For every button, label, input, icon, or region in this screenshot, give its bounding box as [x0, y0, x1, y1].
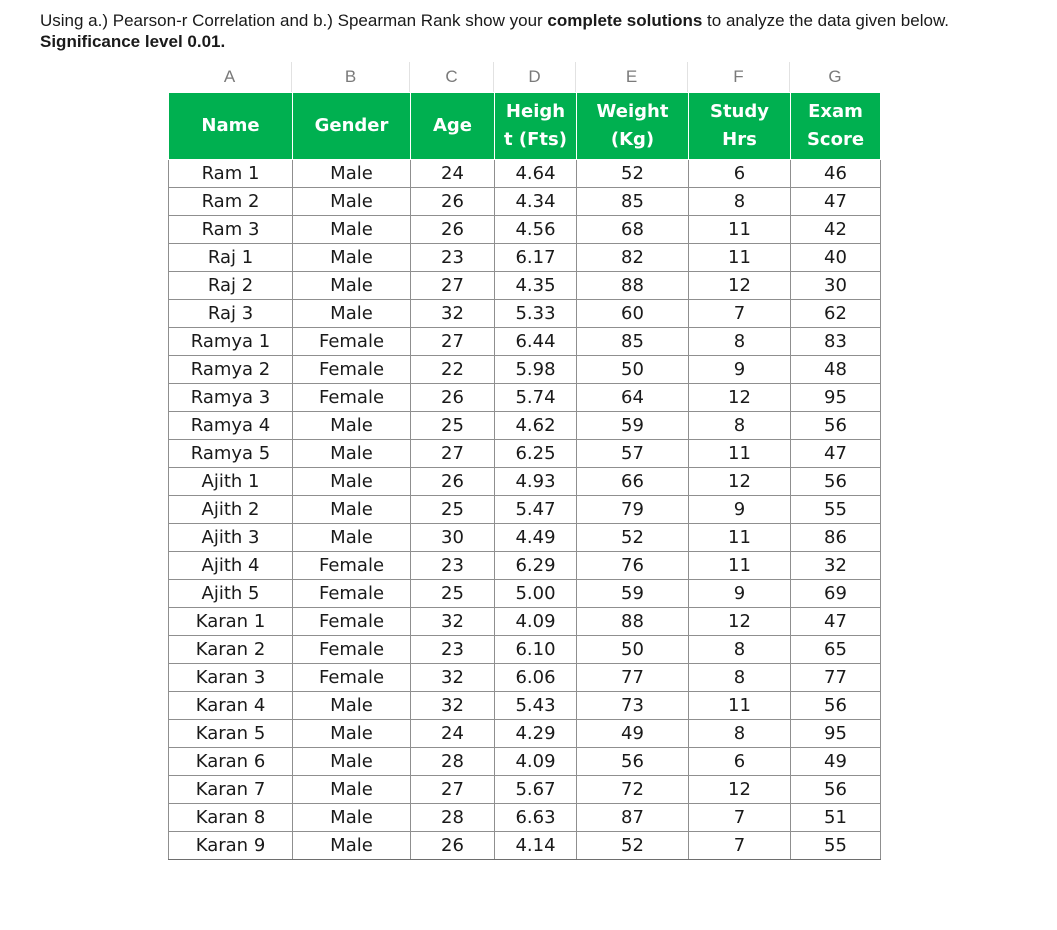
cell-weight: 87 — [577, 804, 689, 832]
table-row — [169, 160, 881, 188]
cell-study-hrs: 11 — [689, 440, 791, 468]
cell-weight: 59 — [577, 580, 689, 608]
column-letter: A — [168, 62, 292, 92]
cell-height: 4.64 — [495, 160, 577, 188]
cell-weight: 64 — [577, 384, 689, 412]
cell-study-hrs: 8 — [689, 188, 791, 216]
cell-height: 4.14 — [495, 832, 577, 860]
cell-age: 26 — [411, 384, 495, 412]
cell-exam-score: 47 — [791, 188, 881, 216]
cell-study-hrs: 12 — [689, 776, 791, 804]
cell-name: Ram 1 — [169, 160, 293, 188]
cell-height: 4.56 — [495, 216, 577, 244]
cell-gender: Female — [293, 552, 411, 580]
cell-gender: Male — [293, 496, 411, 524]
cell-study-hrs: 9 — [689, 496, 791, 524]
question-bold-2: Significance level 0.01. — [40, 32, 226, 51]
cell-name: Ramya 3 — [169, 384, 293, 412]
table-row — [169, 524, 881, 552]
cell-weight: 49 — [577, 720, 689, 748]
cell-exam-score: 47 — [791, 608, 881, 636]
cell-exam-score: 62 — [791, 300, 881, 328]
cell-name: Karan 7 — [169, 776, 293, 804]
cell-name: Ajith 3 — [169, 524, 293, 552]
cell-study-hrs: 8 — [689, 636, 791, 664]
cell-weight: 85 — [577, 328, 689, 356]
cell-exam-score: 51 — [791, 804, 881, 832]
cell-gender: Male — [293, 440, 411, 468]
table-row — [169, 300, 881, 328]
cell-height: 4.62 — [495, 412, 577, 440]
column-letter: G — [828, 67, 842, 86]
header-study-hrs: Study Hrs — [689, 93, 791, 160]
table-row — [169, 356, 881, 384]
cell-weight: 66 — [577, 468, 689, 496]
cell-age: 28 — [411, 748, 495, 776]
cell-height: 5.47 — [495, 496, 577, 524]
cell-study-hrs: 11 — [689, 524, 791, 552]
cell-height: 6.44 — [495, 328, 577, 356]
cell-name: Ramya 5 — [169, 440, 293, 468]
cell-gender: Female — [293, 328, 411, 356]
cell-age: 32 — [411, 608, 495, 636]
cell-gender: Male — [293, 832, 411, 860]
cell-height: 5.67 — [495, 776, 577, 804]
cell-height: 4.35 — [495, 272, 577, 300]
cell-gender: Female — [293, 664, 411, 692]
cell-height: 4.09 — [495, 608, 577, 636]
table-row — [169, 748, 881, 776]
header-age: Age — [411, 93, 495, 160]
cell-study-hrs: 7 — [689, 832, 791, 860]
table-row — [169, 440, 881, 468]
cell-gender: Male — [293, 748, 411, 776]
cell-gender: Male — [293, 720, 411, 748]
table-row — [169, 384, 881, 412]
cell-age: 28 — [411, 804, 495, 832]
table-row — [169, 216, 881, 244]
cell-weight: 68 — [577, 216, 689, 244]
question-part-1: Using a.) Pearson-r Correlation and b.) Spearman Rank show your — [40, 11, 548, 30]
cell-exam-score: 95 — [791, 720, 881, 748]
cell-age: 24 — [411, 720, 495, 748]
cell-weight: 50 — [577, 356, 689, 384]
cell-exam-score: 56 — [791, 468, 881, 496]
cell-age: 27 — [411, 328, 495, 356]
table-row — [169, 832, 881, 860]
cell-name: Raj 3 — [169, 300, 293, 328]
cell-age: 23 — [411, 636, 495, 664]
cell-weight: 56 — [577, 748, 689, 776]
cell-age: 23 — [411, 552, 495, 580]
cell-study-hrs: 8 — [689, 664, 791, 692]
cell-gender: Female — [293, 636, 411, 664]
cell-weight: 73 — [577, 692, 689, 720]
cell-weight: 82 — [577, 244, 689, 272]
cell-weight: 57 — [577, 440, 689, 468]
cell-name: Ramya 1 — [169, 328, 293, 356]
cell-study-hrs: 6 — [689, 160, 791, 188]
cell-name: Ajith 2 — [169, 496, 293, 524]
cell-weight: 79 — [577, 496, 689, 524]
table-row — [169, 552, 881, 580]
cell-age: 26 — [411, 832, 495, 860]
cell-gender: Male — [293, 524, 411, 552]
cell-study-hrs: 8 — [689, 412, 791, 440]
cell-name: Karan 6 — [169, 748, 293, 776]
cell-name: Karan 1 — [169, 608, 293, 636]
data-table — [168, 92, 881, 860]
cell-height: 4.34 — [495, 188, 577, 216]
cell-name: Ajith 5 — [169, 580, 293, 608]
table-row — [169, 496, 881, 524]
cell-exam-score: 47 — [791, 440, 881, 468]
column-letter: B — [292, 62, 410, 92]
table-row — [169, 804, 881, 832]
question-part-2: to analyze the data given below. — [702, 11, 950, 30]
header-gender: Gender — [293, 93, 411, 160]
cell-name: Raj 1 — [169, 244, 293, 272]
cell-height: 5.33 — [495, 300, 577, 328]
cell-gender: Female — [293, 580, 411, 608]
cell-height: 6.10 — [495, 636, 577, 664]
cell-weight: 52 — [577, 832, 689, 860]
table-row — [169, 580, 881, 608]
cell-exam-score: 55 — [791, 496, 881, 524]
cell-gender: Male — [293, 272, 411, 300]
cell-gender: Male — [293, 244, 411, 272]
cell-gender: Female — [293, 384, 411, 412]
cell-name: Ajith 4 — [169, 552, 293, 580]
cell-height: 5.43 — [495, 692, 577, 720]
cell-gender: Male — [293, 776, 411, 804]
cell-gender: Female — [293, 608, 411, 636]
cell-exam-score: 40 — [791, 244, 881, 272]
cell-height: 4.09 — [495, 748, 577, 776]
cell-height: 5.74 — [495, 384, 577, 412]
table-row — [169, 188, 881, 216]
table-row — [169, 720, 881, 748]
cell-exam-score: 42 — [791, 216, 881, 244]
header-exam-score: Exam Score — [791, 93, 881, 160]
cell-height: 6.25 — [495, 440, 577, 468]
cell-gender: Female — [293, 356, 411, 384]
cell-age: 26 — [411, 188, 495, 216]
cell-study-hrs: 7 — [689, 300, 791, 328]
cell-exam-score: 56 — [791, 776, 881, 804]
cell-age: 25 — [411, 580, 495, 608]
cell-exam-score: 30 — [791, 272, 881, 300]
cell-name: Ramya 2 — [169, 356, 293, 384]
column-letter-row — [168, 62, 880, 92]
table-row — [169, 328, 881, 356]
cell-height: 6.29 — [495, 552, 577, 580]
cell-age: 26 — [411, 468, 495, 496]
cell-age: 25 — [411, 496, 495, 524]
header-row — [169, 93, 881, 160]
cell-gender: Male — [293, 216, 411, 244]
cell-height: 6.06 — [495, 664, 577, 692]
cell-gender: Male — [293, 692, 411, 720]
cell-exam-score: 56 — [791, 412, 881, 440]
cell-exam-score: 46 — [791, 160, 881, 188]
cell-gender: Male — [293, 300, 411, 328]
column-letter: F — [688, 62, 790, 92]
table-row — [169, 244, 881, 272]
table-row — [169, 664, 881, 692]
cell-height: 6.17 — [495, 244, 577, 272]
cell-age: 27 — [411, 272, 495, 300]
cell-name: Karan 3 — [169, 664, 293, 692]
cell-name: Karan 2 — [169, 636, 293, 664]
cell-age: 32 — [411, 300, 495, 328]
cell-age: 32 — [411, 664, 495, 692]
cell-exam-score: 83 — [791, 328, 881, 356]
table-row — [169, 692, 881, 720]
cell-name: Karan 8 — [169, 804, 293, 832]
cell-exam-score: 48 — [791, 356, 881, 384]
cell-exam-score: 56 — [791, 692, 881, 720]
cell-age: 23 — [411, 244, 495, 272]
cell-height: 4.49 — [495, 524, 577, 552]
cell-study-hrs: 12 — [689, 272, 791, 300]
cell-gender: Male — [293, 160, 411, 188]
cell-weight: 77 — [577, 664, 689, 692]
column-letter: E — [576, 62, 688, 92]
cell-study-hrs: 11 — [689, 692, 791, 720]
cell-gender: Male — [293, 804, 411, 832]
cell-weight: 88 — [577, 608, 689, 636]
cell-age: 24 — [411, 160, 495, 188]
cell-name: Ram 2 — [169, 188, 293, 216]
cell-height: 4.29 — [495, 720, 577, 748]
table-row — [169, 272, 881, 300]
cell-study-hrs: 9 — [689, 580, 791, 608]
cell-name: Ajith 1 — [169, 468, 293, 496]
table-row — [169, 636, 881, 664]
table-row — [169, 412, 881, 440]
cell-weight: 60 — [577, 300, 689, 328]
table-row — [169, 776, 881, 804]
cell-weight: 50 — [577, 636, 689, 664]
cell-weight: 72 — [577, 776, 689, 804]
cell-exam-score: 32 — [791, 552, 881, 580]
cell-study-hrs: 8 — [689, 720, 791, 748]
column-letter: D — [494, 62, 576, 92]
cell-study-hrs: 11 — [689, 552, 791, 580]
question-bold-1: complete solutions — [547, 11, 703, 30]
cell-weight: 85 — [577, 188, 689, 216]
question-text — [40, 10, 1040, 52]
cell-weight: 59 — [577, 412, 689, 440]
header-name: Name — [169, 93, 293, 160]
cell-study-hrs: 6 — [689, 748, 791, 776]
cell-name: Ramya 4 — [169, 412, 293, 440]
cell-exam-score: 49 — [791, 748, 881, 776]
cell-gender: Male — [293, 412, 411, 440]
cell-name: Ram 3 — [169, 216, 293, 244]
cell-height: 5.00 — [495, 580, 577, 608]
column-letter: C — [410, 62, 494, 92]
cell-study-hrs: 12 — [689, 608, 791, 636]
cell-exam-score: 77 — [791, 664, 881, 692]
table-row — [169, 468, 881, 496]
cell-weight: 52 — [577, 524, 689, 552]
cell-age: 26 — [411, 216, 495, 244]
cell-study-hrs: 8 — [689, 328, 791, 356]
cell-name: Raj 2 — [169, 272, 293, 300]
cell-height: 4.93 — [495, 468, 577, 496]
cell-exam-score: 86 — [791, 524, 881, 552]
cell-exam-score: 55 — [791, 832, 881, 860]
cell-study-hrs: 9 — [689, 356, 791, 384]
cell-gender: Male — [293, 188, 411, 216]
cell-name: Karan 9 — [169, 832, 293, 860]
cell-weight: 52 — [577, 160, 689, 188]
cell-study-hrs: 11 — [689, 244, 791, 272]
cell-height: 5.98 — [495, 356, 577, 384]
cell-age: 32 — [411, 692, 495, 720]
cell-exam-score: 69 — [791, 580, 881, 608]
cell-age: 27 — [411, 440, 495, 468]
header-weight: Weight (Kg) — [577, 93, 689, 160]
cell-weight: 88 — [577, 272, 689, 300]
cell-study-hrs: 12 — [689, 384, 791, 412]
cell-age: 22 — [411, 356, 495, 384]
cell-age: 27 — [411, 776, 495, 804]
cell-study-hrs: 7 — [689, 804, 791, 832]
cell-exam-score: 65 — [791, 636, 881, 664]
table-row — [169, 608, 881, 636]
cell-study-hrs: 11 — [689, 216, 791, 244]
cell-exam-score: 95 — [791, 384, 881, 412]
cell-study-hrs: 12 — [689, 468, 791, 496]
cell-age: 30 — [411, 524, 495, 552]
cell-name: Karan 4 — [169, 692, 293, 720]
cell-age: 25 — [411, 412, 495, 440]
cell-gender: Male — [293, 468, 411, 496]
cell-name: Karan 5 — [169, 720, 293, 748]
cell-weight: 76 — [577, 552, 689, 580]
cell-height: 6.63 — [495, 804, 577, 832]
header-height: Heigh t (Fts) — [495, 93, 577, 160]
